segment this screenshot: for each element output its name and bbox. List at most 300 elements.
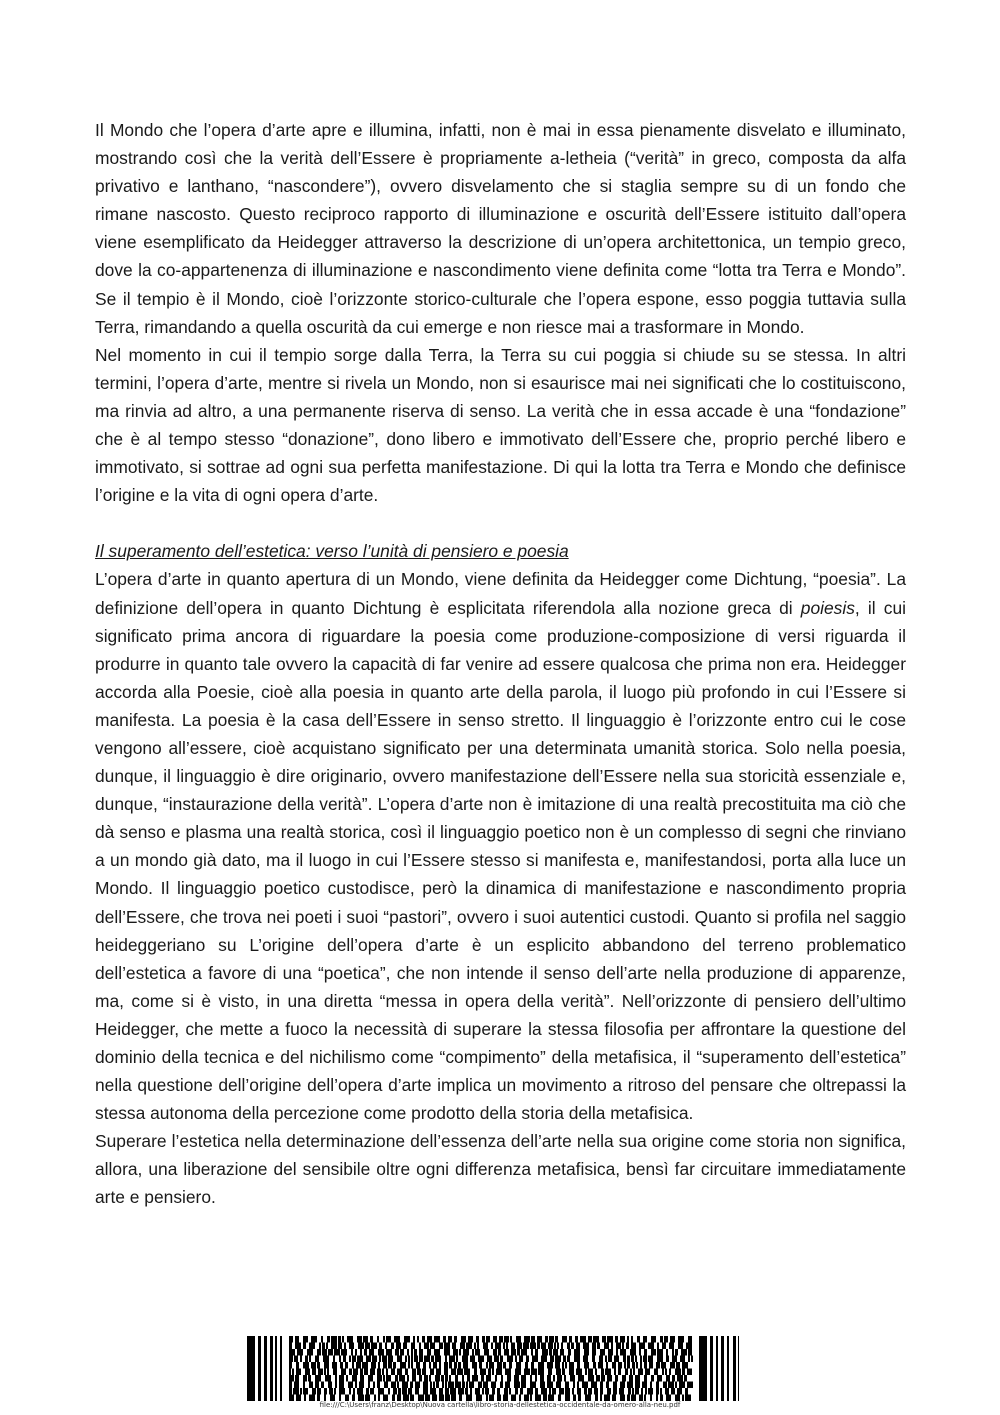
barcode-module xyxy=(444,1362,448,1369)
barcode-module xyxy=(300,1388,302,1395)
barcode-module xyxy=(676,1362,680,1369)
barcode-module xyxy=(436,1382,439,1389)
barcode-module xyxy=(449,1356,455,1363)
barcode-module xyxy=(600,1388,603,1395)
barcode-module xyxy=(672,1375,675,1382)
barcode-module xyxy=(562,1336,567,1343)
barcode-module xyxy=(323,1356,329,1363)
barcode-module xyxy=(307,1349,313,1356)
barcode-module xyxy=(665,1369,667,1376)
barcode-module xyxy=(445,1388,449,1395)
barcode-module xyxy=(515,1356,517,1363)
barcode-start-bar xyxy=(270,1336,273,1401)
paragraph-spacer xyxy=(95,509,906,537)
barcode-start-bar xyxy=(275,1336,277,1401)
barcode-module xyxy=(640,1362,642,1369)
barcode-module xyxy=(592,1356,595,1363)
barcode-module xyxy=(503,1343,505,1350)
barcode-module xyxy=(404,1336,410,1343)
barcode-module xyxy=(605,1356,607,1363)
barcode-module xyxy=(485,1388,489,1395)
barcode-module xyxy=(588,1388,592,1395)
barcode-module xyxy=(663,1382,667,1389)
barcode-module xyxy=(601,1369,604,1376)
barcode-module xyxy=(651,1375,654,1382)
barcode-module xyxy=(606,1362,608,1369)
barcode-module xyxy=(427,1349,431,1356)
barcode-module xyxy=(494,1356,499,1363)
barcode-module xyxy=(289,1349,295,1356)
barcode-module xyxy=(395,1349,399,1356)
barcode-module xyxy=(416,1362,420,1369)
barcode-module xyxy=(644,1375,647,1382)
barcode-module xyxy=(469,1382,474,1389)
barcode-module xyxy=(635,1375,640,1382)
barcode-module xyxy=(670,1362,675,1369)
barcode-module xyxy=(515,1369,521,1376)
barcode-module xyxy=(567,1356,570,1363)
barcode-module xyxy=(519,1356,523,1363)
barcode-module xyxy=(503,1362,506,1369)
barcode-module xyxy=(348,1382,353,1389)
barcode-module xyxy=(607,1388,611,1395)
barcode-module xyxy=(338,1343,342,1350)
barcode-module xyxy=(386,1369,388,1376)
barcode-module xyxy=(311,1362,316,1369)
barcode-module xyxy=(481,1375,484,1382)
barcode-module xyxy=(326,1343,328,1350)
barcode-module xyxy=(449,1375,451,1382)
barcode-module xyxy=(450,1388,456,1395)
barcode-module xyxy=(349,1356,351,1363)
barcode-module xyxy=(455,1375,458,1382)
barcode-module xyxy=(391,1382,396,1389)
barcode-module xyxy=(305,1356,308,1363)
barcode-module xyxy=(292,1369,294,1376)
barcode-module xyxy=(570,1375,575,1382)
footer-file-path: file:///C:\Users\franz\Desktop\Nuova cartella\libro-storia-dellestetica-occidentale-da-omero-alla-neu.pdf xyxy=(319,1401,681,1409)
barcode-module xyxy=(467,1375,470,1382)
barcode-module xyxy=(300,1356,302,1363)
barcode-module xyxy=(678,1336,684,1343)
barcode-module xyxy=(569,1336,572,1343)
barcode-module xyxy=(419,1356,423,1363)
barcode-module xyxy=(358,1343,364,1350)
barcode-module xyxy=(423,1362,426,1369)
barcode-module xyxy=(555,1356,561,1363)
barcode-module xyxy=(631,1356,634,1363)
barcode-module xyxy=(672,1356,677,1363)
barcode-module xyxy=(422,1336,425,1343)
barcode-module xyxy=(568,1349,571,1356)
barcode-module xyxy=(576,1369,582,1376)
barcode-module xyxy=(423,1382,428,1389)
barcode-module xyxy=(576,1343,580,1350)
barcode-module xyxy=(681,1349,687,1356)
barcode-module xyxy=(475,1388,480,1395)
barcode-module xyxy=(618,1369,621,1376)
barcode-module xyxy=(424,1343,429,1350)
paragraph: Il Mondo che l’opera d’arte apre e illumina, infatti, non è mai in essa pienamente disvelato e illuminato, mostrando così che la verità dell’Essere è propriamente a-letheia (“verità” in greco, composta da alfa privativo e lanthano, “nascondere”), ovvero disvelamento che si staglia sempre su di un fondo che rimane nascosto. Questo reciproco rapporto di illuminazione e oscurità dell’Essere istituito dall’opera viene esemplificato da Heidegger attraverso la descrizione di un’opera architettonica, un tempio greco, dove la co-appartenenza di illuminazione e nascondimento viene definita come “lotta tra Terra e Mondo”. Se il tempio è il Mondo, cioè l’orizzonte storico-culturale che l’opera espone, esso poggia tuttavia sulla Terra, rimandando a quella oscurità da cui emerge e non riesce mai a trasformare in Mondo. xyxy=(95,120,906,337)
barcode-stop-bar xyxy=(733,1336,736,1401)
barcode-module xyxy=(639,1349,641,1356)
barcode-module xyxy=(662,1369,664,1376)
barcode-module xyxy=(608,1356,612,1363)
barcode-module xyxy=(325,1375,331,1382)
barcode-module xyxy=(640,1356,642,1363)
barcode-module xyxy=(289,1356,293,1363)
barcode-module xyxy=(495,1343,501,1350)
barcode-module xyxy=(415,1388,419,1395)
barcode-module xyxy=(459,1349,461,1356)
barcode-module xyxy=(366,1356,371,1363)
barcode-start-bar xyxy=(258,1336,261,1401)
barcode-module xyxy=(478,1382,482,1389)
barcode-module xyxy=(530,1382,536,1389)
barcode-module xyxy=(371,1343,377,1350)
barcode-module xyxy=(388,1362,392,1369)
barcode-module xyxy=(577,1388,581,1395)
barcode-module xyxy=(644,1362,647,1369)
barcode-module xyxy=(408,1356,410,1363)
barcode-module xyxy=(466,1343,472,1350)
barcode-module xyxy=(353,1388,355,1395)
barcode-module xyxy=(630,1349,636,1356)
barcode-module xyxy=(312,1369,316,1376)
barcode-module xyxy=(443,1336,446,1343)
barcode-stop-bar xyxy=(710,1336,713,1401)
barcode-module xyxy=(504,1349,509,1356)
barcode-module xyxy=(496,1369,502,1376)
barcode-module xyxy=(369,1349,374,1356)
barcode-module xyxy=(666,1375,670,1382)
barcode-module xyxy=(430,1388,436,1395)
barcode-module xyxy=(548,1343,553,1350)
barcode-module xyxy=(430,1343,435,1350)
barcode-module xyxy=(311,1336,317,1343)
barcode-module xyxy=(386,1349,392,1356)
barcode-module xyxy=(548,1369,552,1376)
barcode-module xyxy=(657,1375,662,1382)
barcode-module xyxy=(577,1362,580,1369)
barcode-module xyxy=(562,1362,564,1369)
barcode-module xyxy=(397,1382,399,1389)
barcode-module xyxy=(296,1362,299,1369)
barcode-module xyxy=(398,1388,401,1395)
barcode-module xyxy=(334,1349,340,1356)
barcode-module xyxy=(396,1343,401,1350)
barcode-module xyxy=(317,1388,321,1395)
barcode-module xyxy=(531,1362,534,1369)
barcode-module xyxy=(341,1369,346,1376)
barcode-module xyxy=(648,1388,653,1395)
barcode-module xyxy=(509,1388,511,1395)
barcode-module xyxy=(472,1375,478,1382)
barcode-module xyxy=(592,1349,596,1356)
barcode-module xyxy=(588,1375,594,1382)
barcode-module xyxy=(538,1369,544,1376)
barcode-module xyxy=(347,1336,353,1343)
barcode-module xyxy=(493,1349,497,1356)
barcode-module xyxy=(479,1362,482,1369)
barcode-module xyxy=(592,1343,596,1350)
barcode-module xyxy=(393,1388,397,1395)
barcode-module xyxy=(540,1382,545,1389)
barcode-module xyxy=(444,1349,450,1356)
barcode-module xyxy=(521,1375,526,1382)
barcode-module xyxy=(486,1336,490,1343)
barcode-start-bar xyxy=(280,1336,282,1401)
barcode-module xyxy=(633,1369,635,1376)
barcode-module xyxy=(489,1362,494,1369)
barcode-module xyxy=(472,1349,474,1356)
barcode-module xyxy=(405,1356,407,1363)
barcode-module xyxy=(462,1375,464,1382)
barcode-module xyxy=(451,1369,456,1376)
barcode-module xyxy=(327,1369,329,1376)
barcode-module xyxy=(362,1362,368,1369)
barcode-module xyxy=(498,1349,501,1356)
barcode-module xyxy=(541,1356,547,1363)
barcode-module xyxy=(295,1343,301,1350)
barcode-module xyxy=(317,1349,321,1356)
barcode-module xyxy=(373,1382,375,1389)
barcode-module xyxy=(357,1336,362,1343)
barcode-module xyxy=(562,1369,565,1376)
barcode-module xyxy=(504,1388,508,1395)
barcode-module xyxy=(541,1343,546,1350)
barcode-module xyxy=(612,1362,616,1369)
barcode-module xyxy=(414,1356,418,1363)
barcode-module xyxy=(657,1356,663,1363)
barcode-module xyxy=(370,1336,373,1343)
barcode-module xyxy=(622,1375,626,1382)
barcode-module xyxy=(462,1356,468,1363)
barcode-module xyxy=(657,1349,663,1356)
barcode-module xyxy=(388,1356,393,1363)
barcode-module xyxy=(462,1382,465,1389)
barcode-module xyxy=(643,1356,647,1363)
barcode-module xyxy=(476,1336,479,1343)
barcode-module xyxy=(477,1343,479,1350)
barcode-module xyxy=(607,1375,612,1382)
barcode-module xyxy=(578,1375,584,1382)
barcode-module xyxy=(561,1343,563,1350)
barcode-module xyxy=(613,1388,617,1395)
barcode-module xyxy=(631,1336,633,1343)
barcode-module xyxy=(453,1349,458,1356)
barcode-module xyxy=(569,1369,574,1376)
barcode-module xyxy=(430,1369,434,1376)
barcode-stop-bar xyxy=(699,1336,707,1401)
barcode-module xyxy=(556,1369,561,1376)
barcode-module xyxy=(445,1375,448,1382)
barcode-module xyxy=(638,1369,643,1376)
barcode-module xyxy=(419,1349,423,1356)
barcode-module xyxy=(303,1375,307,1382)
barcode-module xyxy=(370,1388,374,1395)
barcode-module xyxy=(411,1349,413,1356)
barcode-module xyxy=(382,1369,384,1376)
barcode-module xyxy=(649,1362,653,1369)
barcode-module xyxy=(495,1375,497,1382)
barcode-module xyxy=(423,1388,428,1395)
barcode-module xyxy=(635,1356,637,1363)
barcode-module xyxy=(557,1343,559,1350)
barcode-module xyxy=(289,1369,291,1376)
barcode-start-bar xyxy=(264,1336,267,1401)
barcode-module xyxy=(415,1382,420,1389)
barcode-module xyxy=(662,1343,666,1350)
barcode-module xyxy=(339,1388,345,1395)
barcode-module xyxy=(507,1375,511,1382)
barcode-module xyxy=(675,1382,677,1389)
barcode-module xyxy=(430,1382,432,1389)
barcode-module xyxy=(491,1343,493,1350)
barcode-module xyxy=(626,1343,629,1350)
barcode-module xyxy=(493,1336,497,1343)
barcode-module xyxy=(405,1369,408,1376)
barcode-module xyxy=(379,1356,381,1363)
barcode-module xyxy=(352,1362,354,1369)
barcode-module xyxy=(339,1375,344,1382)
barcode-module xyxy=(583,1343,589,1350)
barcode-module xyxy=(585,1369,587,1376)
barcode-module xyxy=(434,1349,440,1356)
barcode-module xyxy=(524,1336,530,1343)
barcode-module xyxy=(523,1343,529,1350)
barcode-module xyxy=(332,1362,337,1369)
barcode-module xyxy=(564,1375,566,1382)
barcode-module xyxy=(475,1349,480,1356)
barcode-module xyxy=(403,1343,407,1350)
barcode-module xyxy=(524,1369,530,1376)
barcode-module xyxy=(466,1382,468,1389)
barcode-module xyxy=(574,1349,580,1356)
barcode-module xyxy=(368,1382,370,1389)
barcode-module xyxy=(294,1382,299,1389)
barcode-module xyxy=(601,1375,605,1382)
barcode-module xyxy=(530,1343,536,1350)
barcode-module xyxy=(591,1382,597,1389)
barcode-module xyxy=(324,1362,329,1369)
barcode-module xyxy=(442,1382,444,1389)
barcode-module xyxy=(484,1349,489,1356)
barcode-module xyxy=(509,1362,512,1369)
barcode-module xyxy=(669,1343,674,1350)
barcode-module xyxy=(397,1369,402,1376)
barcode-module xyxy=(642,1382,647,1389)
barcode-module xyxy=(318,1369,323,1376)
barcode-module xyxy=(472,1362,477,1369)
paragraph: Nel momento in cui il tempio sorge dalla Terra, la Terra su cui poggia si chiude su se stessa. In altri termini, l’opera d’arte, mentre si rivela un Mondo, non si esaurisce mai nei significati che lo costituiscono, ma rinvia ad altro, a una permanente riserva di senso. La verità che in essa accade è una “fondazione” che è al tempo stesso “donazione”, dono libero e immotivato dell’Essere che, proprio perché libero e immotivato, si sottrae ad ogni sua perfetta manifestazione. Di qui la lotta tra Terra e Mondo che definisce l’origine e la vita di ogni opera d’arte. xyxy=(95,344,906,506)
barcode-module xyxy=(321,1336,323,1343)
barcode-module xyxy=(677,1388,682,1395)
barcode-module xyxy=(615,1375,618,1382)
barcode-module xyxy=(457,1369,463,1376)
barcode-module xyxy=(584,1388,587,1395)
barcode-module xyxy=(549,1336,554,1343)
barcode-module xyxy=(483,1382,488,1389)
barcode-module xyxy=(419,1375,422,1382)
barcode-module xyxy=(560,1349,564,1356)
barcode-module xyxy=(595,1369,597,1376)
barcode-module xyxy=(315,1356,319,1363)
barcode-module xyxy=(317,1362,320,1369)
barcode-module xyxy=(327,1336,330,1343)
barcode-module xyxy=(575,1336,578,1343)
barcode-module xyxy=(542,1349,548,1356)
barcode-module xyxy=(602,1336,606,1343)
barcode-module xyxy=(360,1375,364,1382)
barcode-module xyxy=(691,1356,693,1363)
barcode-module xyxy=(583,1356,588,1363)
barcode-module xyxy=(411,1356,413,1363)
barcode-module xyxy=(527,1388,533,1395)
barcode-module xyxy=(627,1382,633,1389)
barcode-module xyxy=(309,1382,313,1389)
barcode-module xyxy=(397,1356,402,1363)
barcode-module xyxy=(352,1375,357,1382)
barcode-module xyxy=(656,1362,660,1369)
barcode-module xyxy=(368,1375,373,1382)
barcode-module xyxy=(324,1369,326,1376)
barcode-module xyxy=(525,1362,528,1369)
barcode-module xyxy=(547,1382,553,1389)
barcode-module xyxy=(497,1388,500,1395)
barcode-module xyxy=(510,1336,512,1343)
barcode-module xyxy=(486,1375,491,1382)
barcode-module xyxy=(545,1336,548,1343)
barcode-module xyxy=(670,1336,675,1343)
barcode-module xyxy=(436,1369,441,1376)
barcode-module xyxy=(411,1343,415,1350)
barcode-module xyxy=(671,1388,675,1395)
barcode-module xyxy=(289,1388,292,1395)
barcode-module xyxy=(596,1375,600,1382)
barcode-module xyxy=(531,1349,533,1356)
barcode-module xyxy=(444,1343,450,1350)
barcode-module xyxy=(572,1388,574,1395)
barcode-module xyxy=(289,1336,293,1343)
barcode-module xyxy=(505,1369,511,1376)
barcode-module xyxy=(648,1343,654,1350)
barcode-module xyxy=(526,1356,529,1363)
barcode-module xyxy=(535,1375,537,1382)
barcode-module xyxy=(535,1388,538,1395)
barcode-module xyxy=(553,1349,558,1356)
barcode-module xyxy=(616,1349,618,1356)
barcode-module xyxy=(429,1375,431,1382)
barcode-module xyxy=(483,1343,488,1350)
barcode-module xyxy=(343,1356,346,1363)
barcode-module xyxy=(521,1349,527,1356)
barcode-module xyxy=(429,1362,431,1369)
barcode-module xyxy=(433,1382,435,1389)
barcode-module xyxy=(514,1382,520,1389)
barcode-module xyxy=(344,1343,346,1350)
barcode-module xyxy=(372,1356,377,1363)
barcode-module xyxy=(530,1375,532,1382)
barcode-module xyxy=(383,1362,387,1369)
barcode-module xyxy=(365,1343,370,1350)
barcode-module xyxy=(650,1382,652,1389)
barcode-module xyxy=(604,1343,609,1350)
barcode-module xyxy=(516,1336,521,1343)
barcode-module xyxy=(620,1336,625,1343)
barcode-module xyxy=(434,1336,440,1343)
barcode-module xyxy=(464,1369,470,1376)
